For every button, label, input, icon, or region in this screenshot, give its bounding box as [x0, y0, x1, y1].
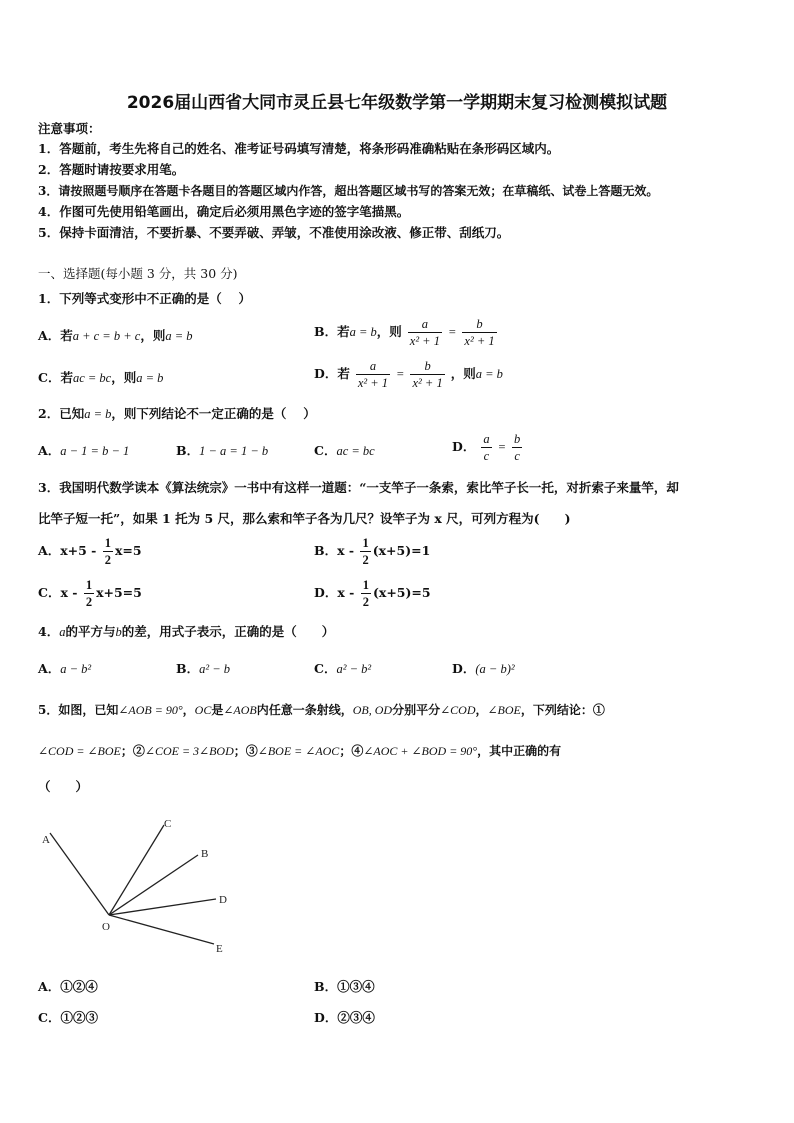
question-5-line-1: 5．如图，已知∠AOB = 90°，OC是∠AOB内任意一条射线，OB, OD分别平分∠COD，∠BOE，下列结论：① [38, 703, 605, 717]
question-4-stem: 4．a的平方与b的差，用式子表示，正确的是（ ） [38, 624, 335, 639]
q2-option-c: C．ac = bc [314, 443, 375, 458]
notice-item-4: 4．作图可先使用铅笔画出，确定后必须用黑色字迹的签字笔描黑。 [38, 204, 410, 219]
q3-option-a: A．x+5 - $\frac{1}{2}$ x=5 [38, 536, 142, 567]
q1-option-b: B．若a = b，则 $\frac{a}{\text{x² + 1}}$ = $\frac{b}{\text{x² + 1}}$ [314, 317, 495, 348]
question-1-stem: 1．下列等式变形中不正确的是（ ） [38, 291, 252, 306]
notice-item-2: 2．答题时请按要求用笔。 [38, 162, 185, 177]
q3-option-c: C．x - $\frac{1}{2}$ x+5=5 [38, 578, 142, 609]
question-5-line-3: （ ） [38, 779, 89, 794]
ray-oc [109, 825, 164, 915]
q2-option-d: D． $\frac{a}{c}$ = $\frac{b}{c}$ [452, 432, 521, 463]
label-d: D [219, 894, 227, 906]
q3-option-d: D．x - $\frac{1}{2}$ (x+5)=5 [314, 578, 431, 609]
question-3-line-1: 3．我国明代数学读本《算法统宗》一书中有这样一道题：“一支竿子一条索，索比竿子长一托，对折索子来量竿，却 [38, 480, 679, 495]
q2-option-b: B．1 − a = 1 − b [176, 443, 269, 458]
q5-option-d: D．②③④ [314, 1010, 375, 1025]
question-5-line-2: ∠COD = ∠BOE；②∠COE = 3∠BOD；③∠BOE = ∠AOC；④∠AOC + ∠BOD = 90°，其中正确的有 [38, 744, 562, 758]
q2-option-a: A．a − 1 = b − 1 [38, 443, 130, 458]
q1-option-d: D．若 $\frac{a}{\text{x² + 1}}$ = $\frac{b}{\text{x² + 1}}$ ，则a = b [314, 359, 503, 390]
label-b: B [201, 848, 209, 860]
q5-option-b: B．①③④ [314, 979, 375, 994]
ray-oa [50, 833, 109, 915]
ray-oe [109, 915, 214, 944]
q3-option-b: B．x - $\frac{1}{2}$ (x+5)=1 [314, 536, 431, 567]
label-c: C [164, 818, 172, 830]
angle-diagram [38, 813, 248, 963]
notice-heading: 注意事项： [38, 121, 101, 136]
page-title: 2026届山西省大同市灵丘县七年级数学第一学期期末复习检测模拟试题 [126, 93, 668, 113]
q4-option-d: D．(a − b)² [452, 661, 515, 676]
notice-item-5: 5．保持卡面清洁，不要折暴、不要弄破、弄皱，不准使用涂改液、修正带、刮纸刀。 [38, 225, 510, 240]
question-2-stem: 2．已知a = b，则下列结论不一定正确的是（ ） [38, 406, 316, 421]
notice-item-1: 1．答题前，考生先将自己的姓名、准考证号码填写清楚，将条形码准确粘贴在条形码区域内。 [38, 141, 560, 156]
q1-option-c: C．若ac = bc，则a = b [38, 370, 164, 385]
q4-option-c: C．a² − b² [314, 661, 372, 676]
label-o: O [102, 921, 110, 933]
q4-option-b: B．a² − b [176, 661, 231, 676]
label-a: A [42, 834, 50, 846]
q5-option-a: A．①②④ [38, 979, 98, 994]
notice-item-3: 3．请按照题号顺序在答题卡各题目的答题区域内作答，超出答题区域书写的答案无效；在草稿纸、试卷上答题无效。 [38, 184, 659, 198]
section-heading: 一、选择题(每小题 3 分，共 30 分) [38, 266, 238, 281]
label-e: E [216, 943, 223, 955]
q4-option-a: A．a − b² [38, 661, 92, 676]
ray-od [109, 899, 216, 915]
question-3-line-2: 比竿子短一托”，如果 1 托为 5 尺，那么索和竿子各为几尺？设竿子为 x 尺，可列方程为( ) [38, 511, 571, 526]
q1-option-a: A．若a + c = b + c，则a = b [38, 328, 193, 343]
ray-ob [109, 855, 198, 915]
q5-option-c: C．①②③ [38, 1010, 98, 1025]
